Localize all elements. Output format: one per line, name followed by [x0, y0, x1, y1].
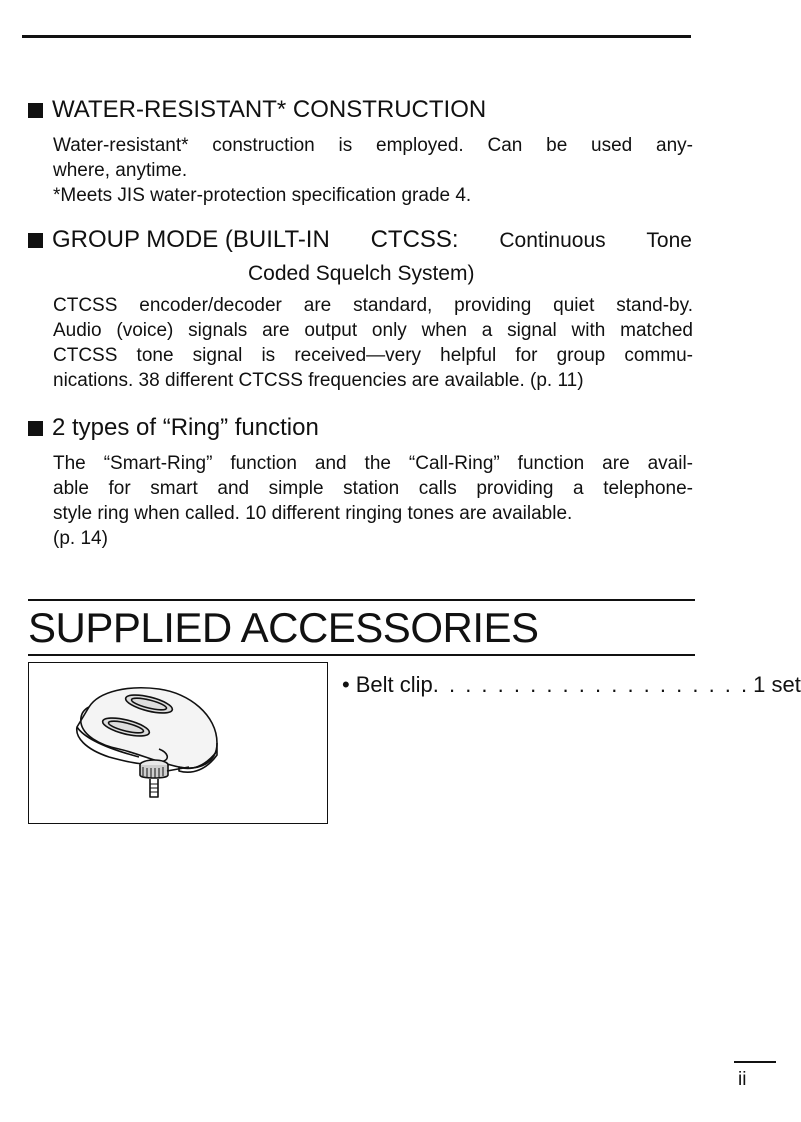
section-heading-water-resistant	[28, 96, 486, 124]
heading-bullet-square-icon	[28, 103, 43, 118]
accessories-top-rule	[28, 599, 695, 601]
accessory-item-belt-clip	[342, 671, 801, 699]
belt-clip-illustration-box	[28, 662, 328, 824]
body-line: CTCSS encoder/decoder are standard, providing quiet stand-by.	[53, 295, 693, 316]
body-line: CTCSS tone signal is received—very helpful for group commu-	[53, 345, 693, 366]
body-line: *Meets JIS water-protection specification grade 4.	[53, 185, 472, 206]
heading-text-part: Tone	[646, 229, 692, 252]
heading-bullet-square-icon	[28, 233, 43, 248]
section-heading-ring-function	[28, 414, 319, 442]
body-line: nications. 38 different CTCSS frequencies are available. (p. 11)	[53, 370, 584, 391]
accessories-title: SUPPLIED ACCESSORIES	[28, 604, 539, 651]
body-line: (p. 14)	[53, 528, 108, 549]
body-line: The “Smart-Ring” function and the “Call-Ring” function are avail-	[53, 453, 693, 474]
top-rule	[22, 35, 691, 38]
accessories-bottom-rule	[28, 654, 695, 656]
body-line: Audio (voice) signals are output only when a signal with matched	[53, 320, 693, 341]
heading-text-part: GROUP MODE (BUILT-IN	[52, 226, 330, 253]
leader-dots: . . . . . . . . . . . . . . . . . . . .	[432, 672, 750, 697]
section-heading-group-mode	[28, 226, 692, 255]
belt-clip-illustration	[29, 663, 326, 822]
heading-text-part: CTCSS:	[370, 226, 459, 253]
accessory-name: Belt clip	[355, 672, 433, 697]
section-heading-continuation: Coded Squelch System)	[248, 262, 475, 285]
body-line: able for smart and simple station calls providing a telephone-	[53, 478, 693, 499]
heading-text: WATER-RESISTANT* CONSTRUCTION	[52, 96, 487, 123]
body-line: style ring when called. 10 different ringing tones are available.	[53, 503, 573, 524]
body-line: Water-resistant* construction is employed. Can be used any-	[53, 135, 693, 156]
bullet: •	[342, 672, 350, 697]
section-body-ring-function	[53, 451, 693, 551]
heading-bullet-square-icon	[28, 421, 43, 436]
page-number-rule	[734, 1061, 776, 1063]
section-body-water-resistant	[53, 133, 693, 208]
body-line: where, anytime.	[53, 160, 188, 181]
page-number: ii	[738, 1069, 747, 1090]
heading-text: 2 types of “Ring” function	[52, 414, 319, 441]
heading-text-part: Continuous	[499, 229, 606, 252]
section-body-group-mode	[53, 293, 693, 393]
heading-text-row	[52, 226, 692, 255]
accessory-quantity: 1 set	[753, 672, 801, 697]
